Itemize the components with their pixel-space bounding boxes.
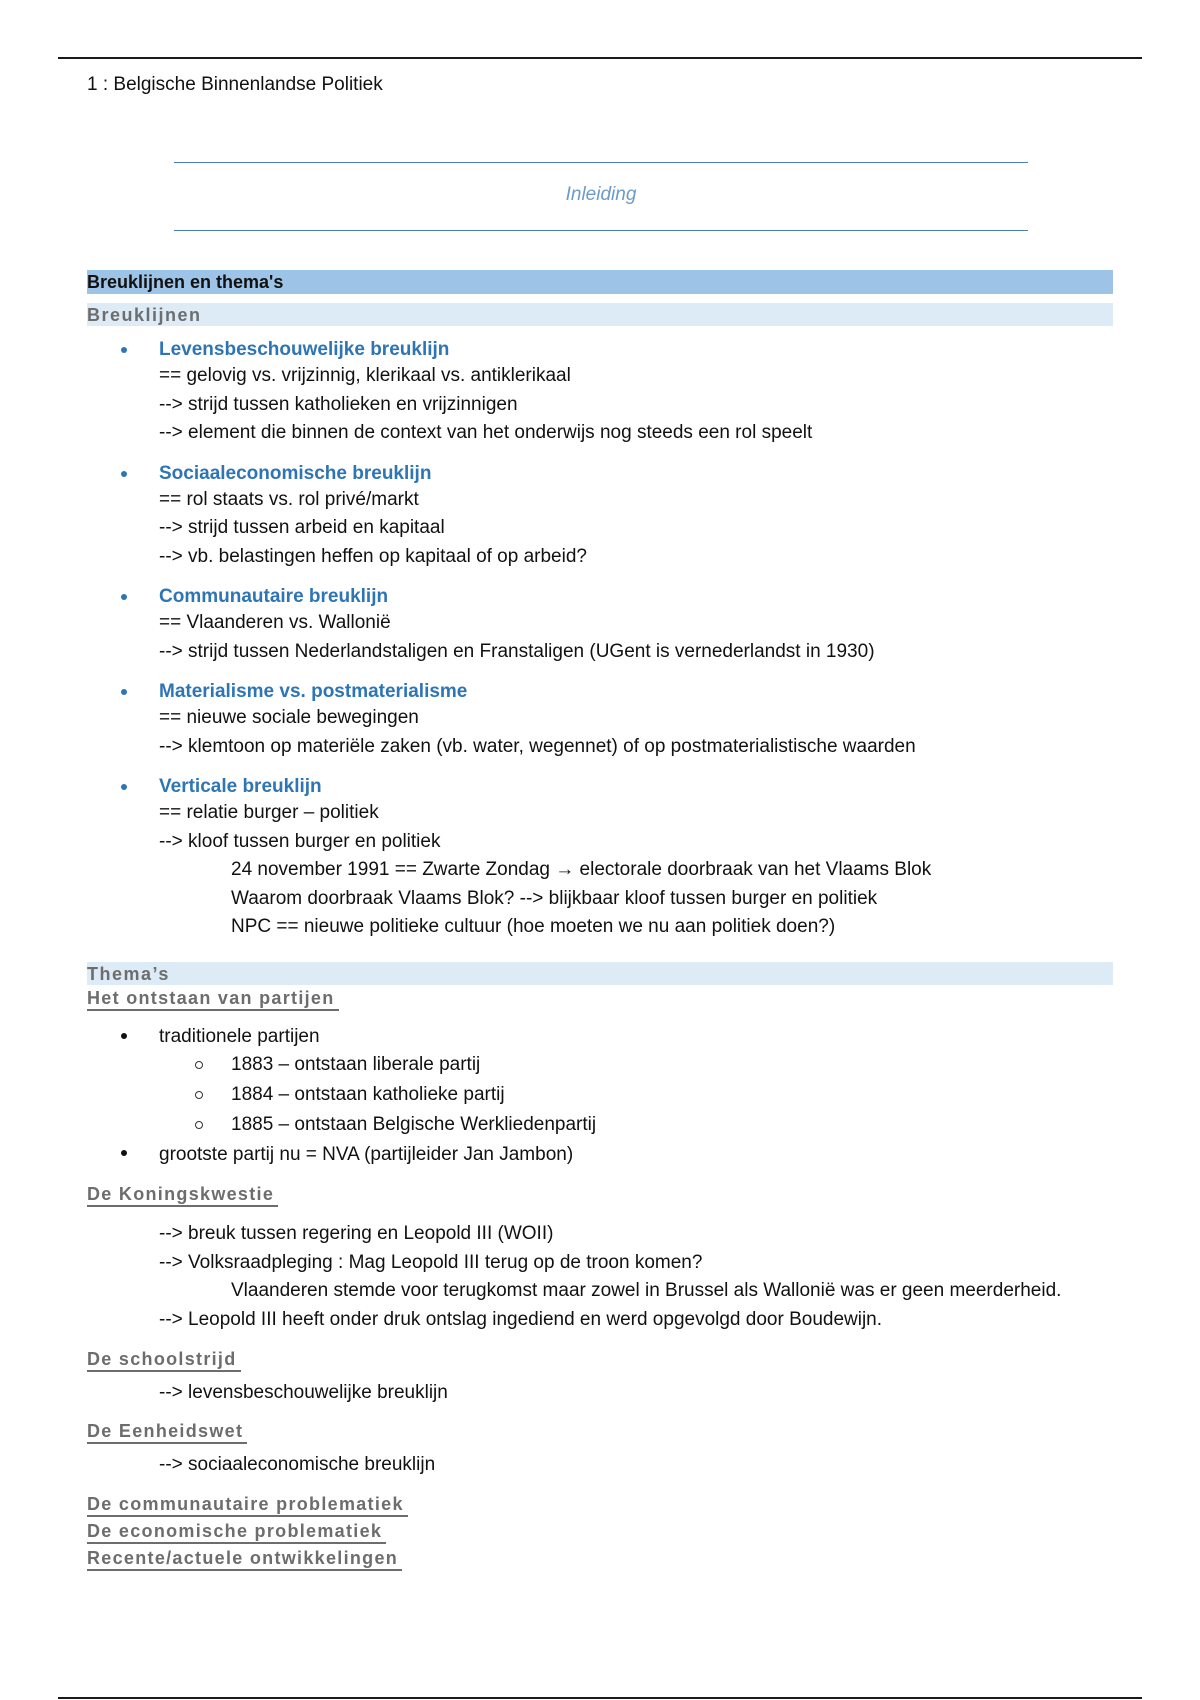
theme-heading-recente-ontwikkelingen: Recente/actuele ontwikkelingen — [87, 1547, 402, 1571]
top-rule — [58, 57, 1142, 59]
breuklijn-line: --> vb. belastingen heffen op kapitaal of op arbeid? — [159, 545, 587, 567]
title-rule-bottom — [174, 230, 1028, 231]
breuklijn-line: --> klemtoon op materiële zaken (vb. water, wegennet) of op postmaterialistische waarden — [159, 735, 916, 757]
breuklijn-subline: NPC == nieuwe politieke cultuur (hoe moeten we nu aan politiek doen?) — [231, 916, 836, 937]
breuklijn-title: Sociaaleconomische breuklijn — [159, 462, 432, 484]
breuklijn-title: Materialisme vs. postmaterialisme — [159, 681, 468, 702]
sub-list-item — [87, 1050, 1113, 1080]
circle-bullet-icon — [195, 1121, 203, 1129]
breuklijn-line: == Vlaanderen vs. Wallonië — [159, 612, 391, 633]
section-heading-breuklijnen-themas: Breuklijnen en thema's — [87, 270, 1113, 294]
bullet-icon — [121, 585, 131, 609]
breuklijn-line: == nieuwe sociale bewegingen — [159, 707, 419, 728]
koningskwestie-line: --> Volksraadpleging : Mag Leopold III terug op de troon komen? — [159, 1251, 703, 1273]
bullet-icon — [121, 775, 131, 799]
theme-heading-schoolstrijd: De schoolstrijd — [87, 1348, 241, 1372]
bullet-icon — [121, 338, 131, 362]
page-header: 1 : Belgische Binnenlandse Politiek — [87, 74, 383, 95]
list-item-breuklijn — [87, 775, 1113, 942]
title-rule-top — [174, 162, 1028, 163]
breuklijn-line: --> strijd tussen Nederlandstaligen en Franstaligen (UGent is vernederlandst in 1930) — [159, 640, 875, 662]
bullet-icon — [121, 1024, 131, 1048]
list-item — [87, 1141, 1113, 1170]
circle-bullet-icon — [195, 1091, 203, 1099]
document-body — [87, 270, 1113, 1574]
sub-list-item — [87, 1080, 1113, 1110]
breuklijn-line: --> strijd tussen katholieken en vrijzinnigen — [159, 393, 518, 415]
subsection-heading-breuklijnen: Breuklijnen — [87, 303, 1113, 326]
subsection-heading-themas: Thema’s — [87, 962, 1113, 985]
breuklijn-title: Communautaire breuklijn — [159, 586, 389, 607]
sub-list-item-text: 1884 – ontstaan katholieke partij — [231, 1083, 505, 1105]
breuklijn-subline: Waarom doorbraak Vlaams Blok? --> blijkbaar kloof tussen burger en politiek — [231, 887, 878, 909]
schoolstrijd-line: --> levensbeschouwelijke breuklijn — [159, 1382, 448, 1403]
koningskwestie-line: --> breuk tussen regering en Leopold III (WOII) — [159, 1223, 554, 1244]
bullet-icon — [121, 462, 131, 486]
list-item — [87, 1024, 1113, 1050]
breuklijn-title: Levensbeschouwelijke breuklijn — [159, 339, 450, 360]
breuklijn-line: == relatie burger – politiek — [159, 802, 379, 823]
list-item-breuklijn — [87, 338, 1113, 448]
list-item-breuklijn — [87, 462, 1113, 572]
theme-heading-ontstaan-partijen: Het ontstaan van partijen — [87, 987, 339, 1011]
sub-list-item — [87, 1110, 1113, 1140]
sub-list-item-text: 1885 – ontstaan Belgische Werkliedenpartij — [231, 1113, 597, 1135]
breuklijn-subline: 24 november 1991 == Zwarte Zondag → electorale doorbraak van het Vlaams Blok — [231, 859, 932, 880]
breuklijn-title: Verticale breuklijn — [159, 776, 322, 797]
list-item-breuklijn — [87, 585, 1113, 666]
list-item-text: grootste partij nu = NVA (partijleider Jan Jambon) — [159, 1143, 574, 1165]
bullet-icon — [121, 1141, 131, 1165]
koningskwestie-line: --> Leopold III heeft onder druk ontslag ingediend en werd opgevolgd door Boudewijn. — [159, 1308, 883, 1330]
theme-heading-communautaire-problematiek: De communautaire problematiek — [87, 1493, 408, 1517]
bottom-rule — [58, 1697, 1142, 1699]
bullet-icon — [121, 680, 131, 704]
circle-bullet-icon — [195, 1061, 203, 1069]
breuklijn-line: == gelovig vs. vrijzinnig, klerikaal vs. antiklerikaal — [159, 365, 571, 386]
breuklijn-line: == rol staats vs. rol privé/markt — [159, 488, 419, 510]
theme-heading-eenheidswet: De Eenheidswet — [87, 1420, 247, 1444]
theme-heading-economische-problematiek: De economische problematiek — [87, 1520, 386, 1544]
theme-heading-koningskwestie: De Koningskwestie — [87, 1183, 278, 1207]
koningskwestie-subline: Vlaanderen stemde voor terugkomst maar zowel in Brussel als Wallonië was er geen meerderheid. — [231, 1280, 1062, 1301]
breuklijn-line: --> element die binnen de context van het onderwijs nog steeds een rol speelt — [159, 422, 813, 443]
eenheidswet-line: --> sociaaleconomische breuklijn — [159, 1453, 436, 1475]
list-item-text: traditionele partijen — [159, 1025, 320, 1047]
breuklijn-line: --> strijd tussen arbeid en kapitaal — [159, 517, 445, 538]
sub-list-item-text: 1883 – ontstaan liberale partij — [231, 1053, 481, 1075]
document-title: Inleiding — [565, 184, 637, 205]
list-item-breuklijn — [87, 680, 1113, 761]
breuklijn-line: --> kloof tussen burger en politiek — [159, 830, 441, 852]
